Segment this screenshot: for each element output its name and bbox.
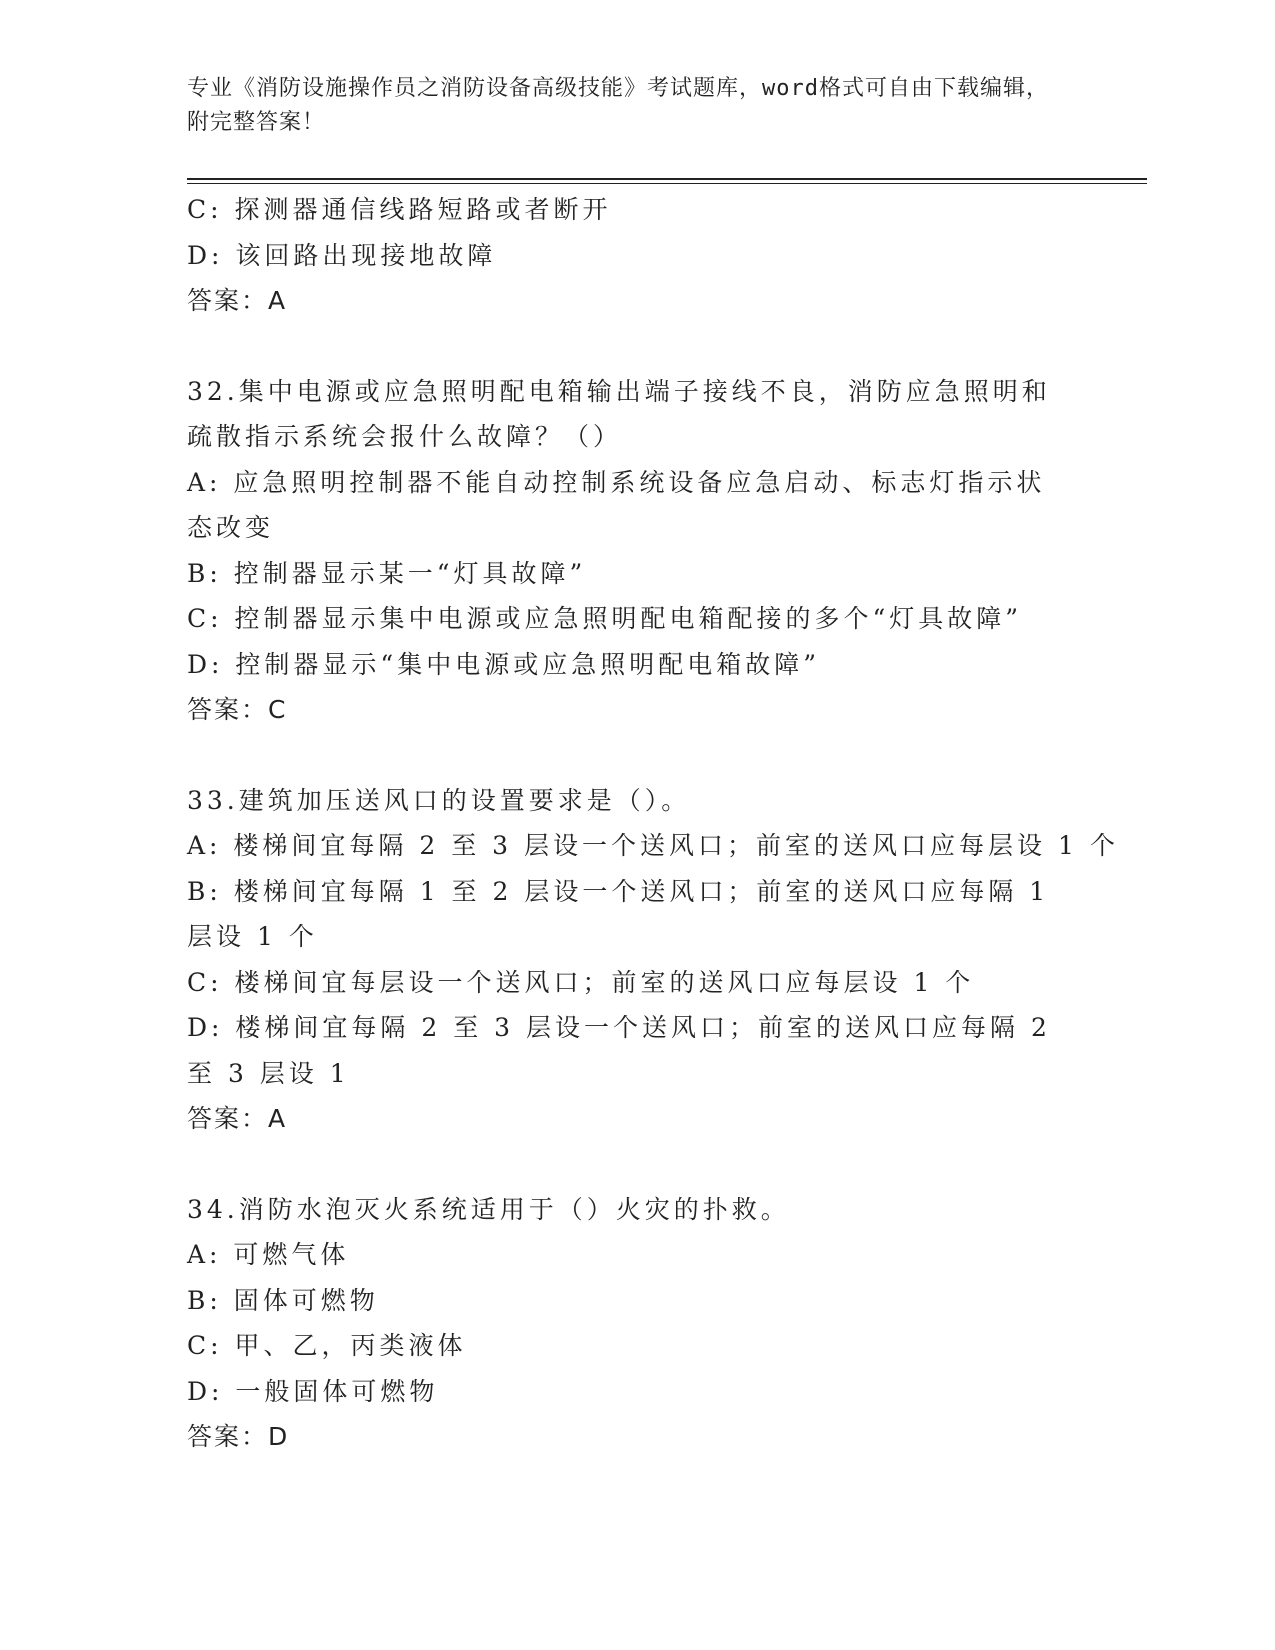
option-d: D: 控制器显示“集中电源或应急照明配电箱故障” [187,649,820,679]
document-intro: 专业《消防设施操作员之消防设备高级技能》考试题库，word格式可自由下载编辑，附完整答案！ [187,76,1049,135]
option-b: B: 楼梯间宜每隔 1 至 2 层设一个送风口；前室的送风口应每隔 1 层设 1 个 [187,876,1050,951]
option-a: A: 楼梯间宜每隔 2 至 3 层设一个送风口；前室的送风口应每层设 1 个 [187,831,1119,860]
answer-label: 答案：C [187,695,288,724]
question-content [187,187,1119,1460]
option-c: C: 探测器通信线路短路或者断开 [187,195,612,224]
option-d: D: 一般固体可燃物 [187,1376,439,1406]
option-a: A: 可燃气体 [187,1240,350,1269]
header-divider-thick [187,178,1147,180]
option-b: B: 固体可燃物 [187,1285,379,1315]
answer-label: 答案：A [187,1104,288,1133]
question-stem: 32.集中电源或应急照明配电箱输出端子接线不良，消防应急照明和疏散指示系统会报什么故障？（） [187,376,1051,451]
spacer [187,324,1067,369]
question-31-continuation [187,187,1067,324]
question-stem: 34.消防水泡灭火系统适用于（）火灾的扑救。 [187,1194,790,1224]
option-b: B: 控制器显示某一“灯具故障” [187,558,587,588]
header-divider-thin [187,183,1147,184]
question-stem: 33.建筑加压送风口的设置要求是（）。 [187,785,691,815]
answer-label: 答案：D [187,1422,290,1451]
option-d: D: 该回路出现接地故障 [187,240,497,270]
question-32 [187,369,1067,733]
option-a: A: 应急照明控制器不能自动控制系统设备应急启动、标志灯指示状态改变 [187,467,1046,542]
question-33 [187,778,1119,1142]
spacer [187,1142,1067,1187]
question-34 [187,1187,1067,1460]
option-c: C: 楼梯间宜每层设一个送风口；前室的送风口应每层设 1 个 [187,967,975,997]
answer-label: 答案：A [187,286,288,315]
spacer [187,733,1067,778]
option-c: C: 控制器显示集中电源或应急照明配电箱配接的多个“灯具故障” [187,604,1023,633]
option-d: D: 楼梯间宜每隔 2 至 3 层设一个送风口；前室的送风口应每隔 2 至 3 层设 1 [187,1013,1051,1088]
option-c: C: 甲、乙，丙类液体 [187,1331,467,1360]
